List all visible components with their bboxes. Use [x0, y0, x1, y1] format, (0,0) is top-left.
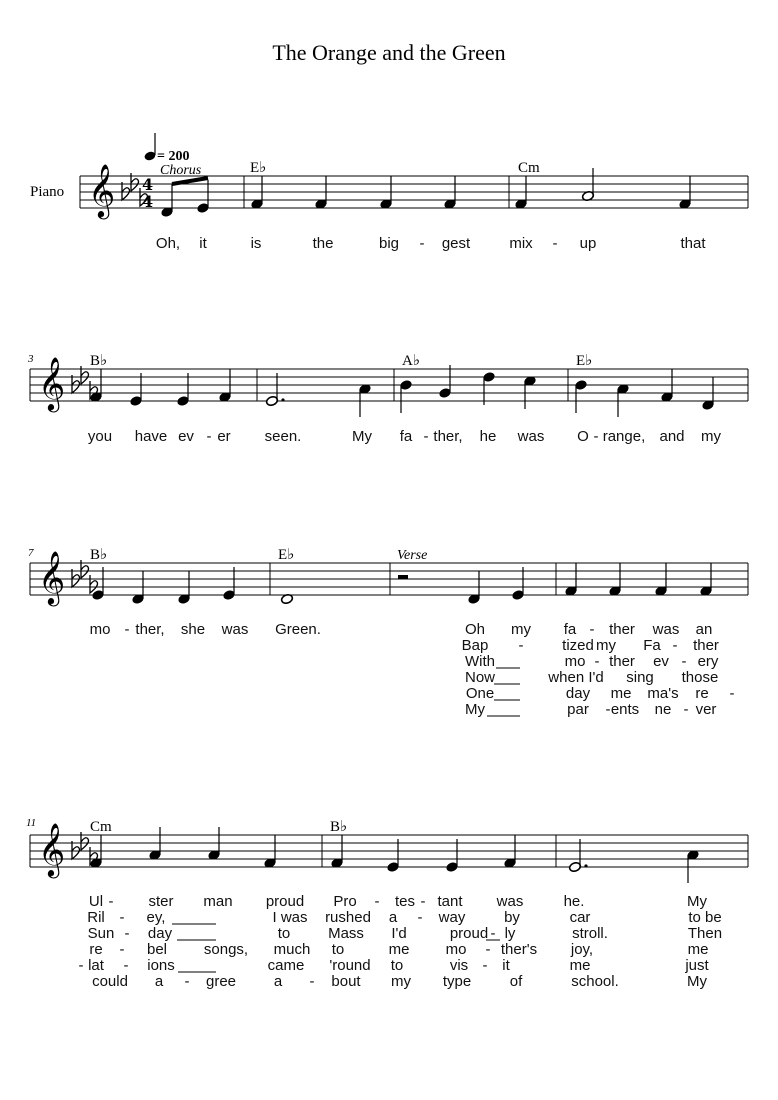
lyric-syllable: gest: [441, 235, 471, 252]
lyric-syllable: -: [374, 893, 380, 910]
lyric-syllable: mo: [89, 621, 111, 638]
lyric-syllable: -: [124, 621, 130, 638]
lyric-syllable: Fa: [643, 637, 661, 654]
verse-lyrics-system4: [79, 893, 723, 990]
lyric-syllable: fa: [399, 428, 413, 445]
lyric-syllable: a: [388, 909, 398, 926]
lyric-syllable: -: [589, 621, 595, 638]
lyric-syllable: to: [277, 925, 291, 942]
lyric-syllable: when I'd: [548, 669, 604, 686]
lyric-syllable: have: [134, 428, 168, 445]
treble-clef-icon: 𝄞: [88, 163, 116, 217]
lyric-syllable: -: [485, 941, 491, 958]
lyric-syllable: me: [388, 941, 410, 958]
lyric-syllable: it: [199, 235, 207, 252]
lyric-syllable: Oh,: [155, 235, 181, 252]
lyric-syllable: -: [119, 909, 125, 926]
lyric-syllable: ev: [178, 428, 194, 445]
flat-icon: [72, 841, 80, 859]
lyric-syllable: of: [509, 973, 523, 990]
chord-symbol: E♭: [576, 353, 593, 369]
lyric-syllable: ions: [147, 957, 175, 974]
beam: [172, 178, 208, 184]
lyric-syllable: Green.: [275, 621, 321, 638]
lyric-syllable: Then: [687, 925, 723, 942]
lyric-syllable: re: [695, 685, 709, 702]
lyric-syllable: school.: [571, 973, 619, 990]
lyric-syllable: car: [569, 909, 591, 926]
lyric-syllable: the: [312, 235, 334, 252]
lyric-syllable: ther: [693, 637, 719, 654]
lyric-syllable: seen.: [264, 428, 302, 445]
lyric-syllable: by: [504, 909, 520, 926]
chord-symbol: Cm: [518, 160, 540, 176]
lyric-syllable: ver: [695, 701, 717, 718]
lyric-syllable: re: [89, 941, 103, 958]
lyric-syllable: -: [420, 893, 426, 910]
treble-clef-icon: 𝄞: [38, 822, 66, 876]
lyric-syllable: -: [593, 428, 599, 445]
lyric-syllable: ne: [654, 701, 672, 718]
lyric-syllable: me: [687, 941, 709, 958]
chord-symbol: Cm: [90, 819, 112, 835]
lyric-syllable: -: [594, 653, 600, 670]
lyric-syllable: man: [203, 893, 233, 910]
verse-lyrics-system3: [462, 621, 735, 718]
lyric-syllable: my: [511, 621, 531, 638]
half-rest-icon: [398, 575, 408, 579]
lyric-syllable: Ul: [88, 893, 104, 910]
lyric-syllable: I was: [272, 909, 308, 926]
lyric-syllable: -: [419, 235, 425, 252]
lyric-syllable: My: [465, 701, 485, 718]
chord-symbols: [87, 160, 593, 835]
lyric-syllable: -: [490, 925, 496, 942]
lyric-syllable: Sun: [87, 925, 115, 942]
lyric-syllable: -: [518, 637, 524, 654]
lyric-syllable: lat: [88, 957, 104, 974]
lyric-syllable: day: [147, 925, 173, 942]
lyric-syllable: was: [221, 621, 249, 638]
lyric-syllable: just: [685, 957, 709, 974]
lyric-syllable: way: [438, 909, 466, 926]
lyric-syllable: -: [309, 973, 315, 990]
lyric-syllable: bout: [331, 973, 361, 990]
lyric-syllable: Pro: [333, 893, 357, 910]
lyric-syllable: My: [687, 893, 707, 910]
measure-number: 11: [26, 817, 37, 829]
lyric-syllable: -: [605, 701, 611, 718]
lyric-syllable: me: [569, 957, 591, 974]
flat-icon: [122, 182, 130, 200]
lyric-syllable: stroll.: [572, 925, 608, 942]
lyric-syllable: she: [180, 621, 206, 638]
chord-symbol: A♭: [402, 353, 420, 369]
lyric-syllable: you: [87, 428, 113, 445]
lyric-syllable: range,: [602, 428, 646, 445]
lyric-syllable: is: [250, 235, 262, 252]
lyric-syllable: Ril: [87, 909, 105, 926]
lyric-syllable: With: [465, 653, 495, 670]
lyric-syllable: was: [517, 428, 545, 445]
lyric-syllable: to: [390, 957, 404, 974]
lyric-syllable: type: [442, 973, 472, 990]
flat-icon: [72, 569, 80, 587]
measure-number: 7: [28, 547, 34, 559]
lyric-syllable: a: [273, 973, 283, 990]
lyrics-line: [156, 235, 706, 252]
lyric-syllable: a: [154, 973, 164, 990]
lyric-syllable: -: [124, 925, 130, 942]
lyric-syllable: ster: [148, 893, 174, 910]
lyric-syllable: ther,: [135, 621, 165, 638]
lyric-syllable: -: [108, 893, 114, 910]
flat-icon: [72, 375, 80, 393]
lyric-syllable: 'round: [329, 957, 371, 974]
lyric-syllable: er: [217, 428, 231, 445]
lyric-syllable: my: [391, 973, 411, 990]
lyric-syllable: Now: [464, 669, 496, 686]
lyric-syllable: proud: [449, 925, 489, 942]
lyric-syllable: -: [423, 428, 429, 445]
section-label-verse: Verse: [397, 548, 428, 563]
lyric-syllable: my: [596, 637, 616, 654]
lyric-syllable: joy,: [570, 941, 594, 958]
time-signature-top: 4: [142, 175, 154, 194]
lyric-syllable: -: [482, 957, 488, 974]
chord-symbol: E♭: [250, 160, 267, 176]
lyric-syllable: to: [331, 941, 345, 958]
lyric-syllable: mo: [445, 941, 467, 958]
lyric-syllable: -: [119, 941, 125, 958]
lyric-syllable: up: [579, 235, 597, 252]
lyric-syllable: My: [352, 428, 372, 445]
time-signature-bottom: 4: [142, 192, 154, 211]
section-label-chorus: Chorus: [160, 163, 202, 178]
lyric-syllable: O: [577, 428, 589, 445]
chord-symbol: B♭: [90, 547, 108, 563]
flat-icon: [90, 575, 98, 593]
lyric-syllable: -: [123, 957, 129, 974]
lyric-syllable: tant: [437, 893, 463, 910]
measure-number: 3: [28, 353, 34, 365]
lyric-syllable: came: [267, 957, 305, 974]
notes: [89, 168, 714, 883]
lyric-syllable: proud: [265, 893, 305, 910]
lyric-syllable: was: [652, 621, 680, 638]
lyrics-line: [90, 621, 321, 638]
lyric-syllable: ev: [653, 653, 669, 670]
note-dot: [281, 398, 284, 401]
chord-symbol: E♭: [278, 547, 295, 563]
lyric-syllable: mix: [509, 235, 533, 252]
lyric-syllable: it: [502, 957, 510, 974]
lyric-syllable: tized: [562, 637, 594, 654]
lyric-syllable: me: [610, 685, 632, 702]
lyric-syllable: ly: [504, 925, 516, 942]
lyric-syllable: he: [479, 428, 497, 445]
lyric-syllable: and: [659, 428, 685, 445]
note-dot: [584, 864, 587, 867]
lyric-syllable: One: [465, 685, 495, 702]
lyric-syllable: was: [496, 893, 524, 910]
lyric-syllable: those: [681, 669, 719, 686]
lyric-syllable: ery: [697, 653, 719, 670]
lyric-syllable: -: [78, 957, 84, 974]
lyric-syllable: ents: [610, 701, 640, 718]
lyric-syllable: Oh: [464, 621, 486, 638]
lyric-syllable: much: [273, 941, 311, 958]
lyric-syllable: bel: [146, 941, 168, 958]
lyric-syllable: tes: [394, 893, 416, 910]
lyric-syllable: -: [206, 428, 212, 445]
lyric-syllable: -: [729, 685, 735, 702]
lyric-syllable: ey,: [146, 909, 166, 926]
lyric-syllable: he.: [563, 893, 585, 910]
chord-symbol: B♭: [330, 819, 348, 835]
treble-clef-icon: 𝄞: [38, 550, 66, 604]
lyric-syllable: ther: [609, 653, 635, 670]
tempo-marking: [143, 133, 189, 164]
treble-clef-icon: 𝄞: [38, 356, 66, 410]
lyric-syllable: -: [417, 909, 423, 926]
lyric-syllable: mo: [564, 653, 586, 670]
lyric-syllable: -: [672, 637, 678, 654]
tempo-label: = 200: [157, 149, 190, 164]
chord-symbol: B♭: [90, 353, 108, 369]
lyric-syllable: ma's: [647, 685, 679, 702]
lyric-syllable: to be: [688, 909, 722, 926]
lyrics-line: [88, 428, 722, 445]
page-title: The Orange and the Green: [272, 40, 506, 65]
instrument-name: Piano: [30, 184, 65, 200]
lyric-syllable: fa: [563, 621, 577, 638]
lyric-syllable: sing: [626, 669, 654, 686]
lyric-syllable: gree: [205, 973, 237, 990]
lyric-syllable: par: [567, 701, 589, 718]
lyric-syllable: could: [92, 973, 128, 990]
lyric-syllable: my: [701, 428, 721, 445]
lyric-syllable: day: [565, 685, 591, 702]
lyric-syllable: -: [184, 973, 190, 990]
lyric-syllable: -: [552, 235, 558, 252]
lyric-syllable: an: [695, 621, 713, 638]
staves: [30, 163, 748, 878]
lyric-syllable: vis: [449, 957, 469, 974]
lyric-syllable: Mass: [328, 925, 364, 942]
lyric-syllable: I'd: [391, 925, 407, 942]
lyric-syllable: -: [681, 653, 687, 670]
lyric-syllable: that: [680, 235, 706, 252]
lyric-syllable: Bap: [461, 637, 489, 654]
lyric-syllable: ther,: [433, 428, 463, 445]
lyric-syllable: songs,: [203, 941, 249, 958]
lyric-syllable: -: [683, 701, 689, 718]
lyric-syllable: My: [687, 973, 707, 990]
lyric-syllable: big: [378, 235, 400, 252]
lyric-syllable: ther's: [500, 941, 538, 958]
lyric-syllable: ther: [609, 621, 635, 638]
lyric-syllable: rushed: [325, 909, 371, 926]
